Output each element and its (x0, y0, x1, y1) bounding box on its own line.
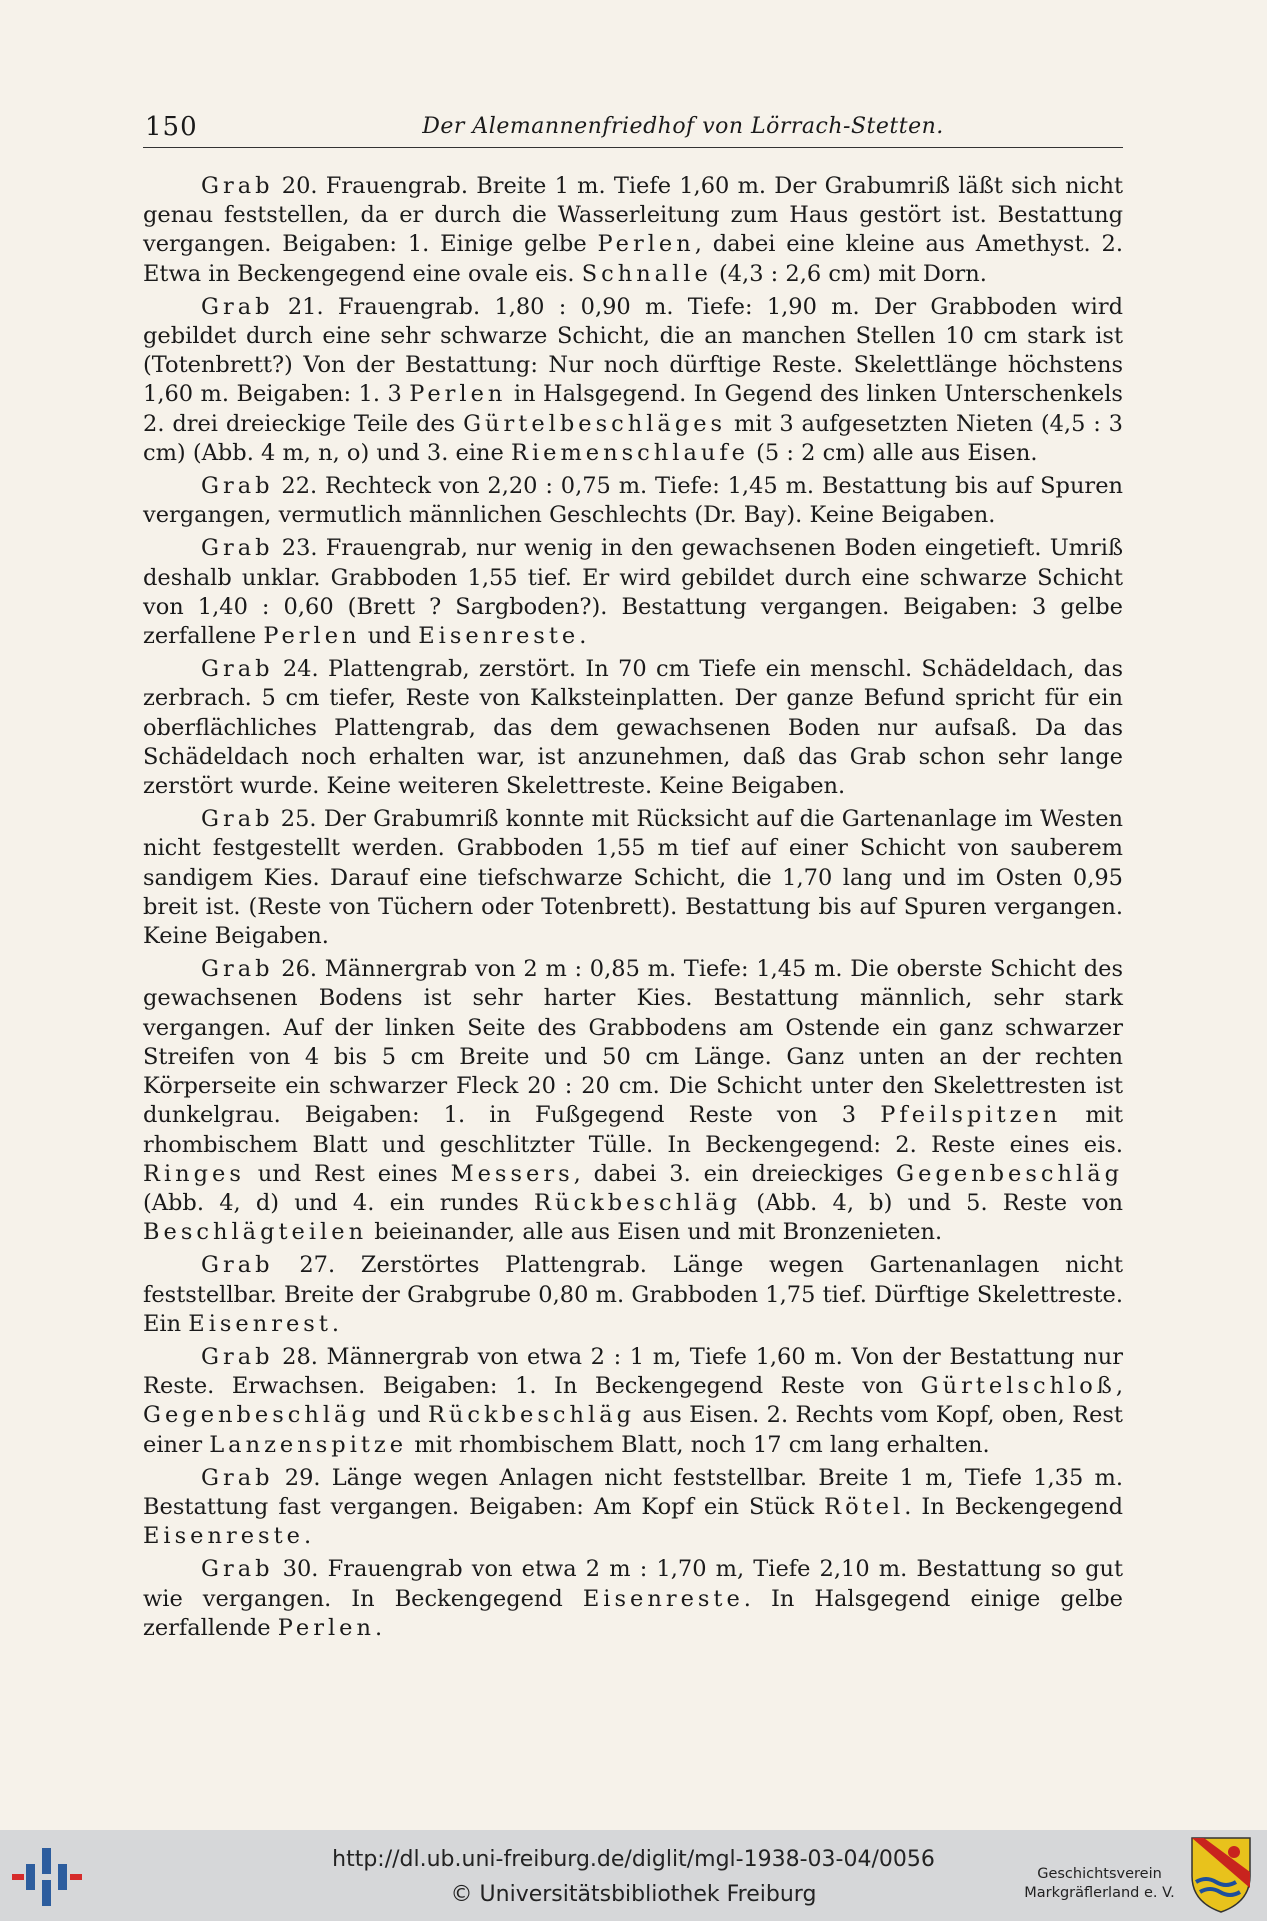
text-segment: mit 3 aufgesetzten Nieten (4,5 : 3 cm) (Abb. 4 m, n, o) und 3. eine (143, 410, 1123, 466)
grave-entry (143, 655, 1123, 801)
grave-label: Grab (201, 656, 274, 683)
text-segment: beieinander, alle aus Eisen und mit Bronzenieten. (367, 1219, 943, 1246)
text-segment: . (579, 623, 587, 650)
page-header (143, 108, 1123, 148)
grave-label: Grab (201, 1252, 274, 1279)
text-segment: . (303, 1523, 312, 1550)
text-segment: und (369, 1402, 428, 1429)
grave-label: Grab (201, 293, 274, 320)
spaced-term: Perlen (263, 623, 361, 650)
grave-label: Grab (201, 1464, 274, 1491)
text-segment: . (374, 1614, 383, 1641)
text-segment: , dabei 3. ein dreieckiges (573, 1160, 897, 1187)
text-segment: mit rhombischem Blatt und geschlitzter Tülle. In Beckengegend: 2. Reste eines eis. (143, 1102, 1123, 1158)
text-segment: 24. Plattengrab, zerstört. In 70 cm Tiefe ein menschl. Schädeldach, das zerbrach. 5 cm tiefer, Reste von Kalksteinplatten. Der ganze Befund spricht für ein oberflächliches Plattengrab, das dem gewachsenen Boden nur aufsaß. Da das Schädeldach noch erhalten war, ist anzunehmen, daß das Grab schon sehr lange zerstört wurde. Keine weiteren Skelettreste. Keine Beigaben. (143, 656, 1123, 800)
grave-label: Grab (201, 1343, 274, 1370)
grave-entry (143, 805, 1123, 951)
text-segment: , (1115, 1373, 1123, 1400)
text-segment: . In Halsgegend einige gelbe zerfallende (143, 1585, 1123, 1641)
spaced-term: Eisenrest (188, 1310, 332, 1337)
text-segment: , dabei eine kleine aus Amethyst. 2. Etwa in Beckengegend eine ovale eis. (143, 231, 1123, 287)
spaced-term: Perlen (409, 381, 507, 408)
text-segment: und Rest eines (244, 1160, 451, 1187)
grave-entry (143, 472, 1123, 530)
spaced-term: Rötel (824, 1493, 905, 1520)
spaced-term: Gürtelschloß (920, 1373, 1116, 1400)
grave-entry (143, 1555, 1123, 1643)
text-segment: 23. Frauengrab, nur wenig in den gewachsenen Boden eingetieft. Umriß deshalb unklar. Grabboden 1,55 tief. Er wird gebildet durch eine schwarze Schicht von 1,40 : 0,60 (Brett ? Sargboden?). Bestattung vergangen. Beigaben: 3 gelbe zerfallene (143, 535, 1123, 650)
grave-entry (143, 1251, 1123, 1339)
spaced-term: Gegenbeschläg (143, 1402, 370, 1429)
text-segment: 28. Männergrab von etwa 2 : 1 m, Tiefe 1,60 m. Von der Bestattung nur Reste. Erwachsen. Beigaben: 1. In Beckengegend Reste von (143, 1343, 1123, 1400)
page-number: 150 (145, 112, 198, 142)
coat-of-arms-icon (1190, 1836, 1252, 1914)
spaced-term: Gürtelbeschläges (463, 410, 727, 437)
spaced-term: Riemenschlaufe (511, 439, 749, 466)
copyright-notice: © Universitätsbibliothek Freiburg (450, 1882, 817, 1907)
text-segment: . (331, 1310, 340, 1337)
spaced-term: Rückbeschläg (427, 1402, 636, 1429)
text-segment: 26. Männergrab von 2 m : 0,85 m. Tiefe: 1,45 m. Die oberste Schicht des gewachsenen Bodens ist sehr harter Kies. Bestattung männlich, sehr stark vergangen. Auf der linken Seite des Grabbodens am Ostende ein ganz schwarzer Streifen von 4 bis 5 cm Breite und 50 cm Länge. Ganz unten an der rechten Körperseite ein schwarzer Fleck 20 : 20 cm. Die Schicht unter den Skelettresten ist dunkelgrau. Beigaben: 1. in Fußgegend Reste von 3 (143, 956, 1123, 1129)
spaced-term: Perlen (277, 1614, 375, 1641)
document-url[interactable]: http://dl.ub.uni-freiburg.de/diglit/mgl-1938-03-04/0056 (332, 1847, 935, 1872)
spaced-term: Rückbeschläg (534, 1189, 742, 1216)
text-segment: mit rhombischem Blatt, noch 17 cm lang erhalten. (407, 1431, 990, 1458)
spaced-term: Messers (450, 1160, 574, 1187)
spaced-term: Eisenreste (418, 623, 580, 650)
spaced-term: Eisenreste (143, 1523, 304, 1550)
text-segment: 27. Zerstörtes Plattengrab. Länge wegen Gartenanlagen nicht feststellbar. Breite der Grabgrube 0,80 m. Grabboden 1,75 tief. Dürftige Skelettreste. Ein (143, 1252, 1123, 1337)
body-text (143, 172, 1123, 1647)
grave-entry (143, 1343, 1123, 1460)
grave-entry (143, 1464, 1123, 1552)
text-segment: 29. Länge wegen Anlagen nicht feststellbar. Breite 1 m, Tiefe 1,35 m. Bestattung fast vergangen. Beigaben: Am Kopf ein Stück (143, 1464, 1123, 1520)
running-title: Der Alemannenfriedhof von Lörrach-Stetten. (422, 114, 944, 139)
society-name (1012, 1865, 1187, 1903)
grave-entry (143, 955, 1123, 1247)
spaced-term: Beschlägteilen (143, 1219, 368, 1246)
viewer-footer (0, 1830, 1267, 1921)
text-segment: (4,3 : 2,6 cm) mit Dorn. (711, 260, 987, 287)
text-segment: und (360, 623, 419, 650)
spaced-term: Ringes (143, 1160, 245, 1187)
text-segment: 20. Frauengrab. Breite 1 m. Tiefe 1,60 m. Der Grabumriß läßt sich nicht genau feststellen, da er durch die Wasserleitung zum Haus gestört ist. Bestattung vergangen. Beigaben: 1. Einige gelbe (143, 173, 1123, 258)
spaced-term: Pfeilspitzen (880, 1102, 1062, 1129)
text-segment: 22. Rechteck von 2,20 : 0,75 m. Tiefe: 1,45 m. Bestattung bis auf Spuren vergangen, vermutlich männlichen Geschlechts (Dr. Bay). Keine Beigaben. (143, 473, 1123, 529)
text-segment: (5 : 2 cm) alle aus Eisen. (749, 439, 1038, 466)
grave-entry (143, 172, 1123, 289)
grave-label: Grab (201, 535, 274, 562)
grave-label: Grab (201, 806, 274, 833)
text-segment: 30. Frauengrab von etwa 2 m : 1,70 m, Tiefe 2,10 m. Bestattung so gut wie vergangen. In Beckengegend (143, 1556, 1123, 1612)
grave-entry (143, 293, 1123, 468)
society-name-line1: Geschichtsverein (1037, 1866, 1162, 1882)
grave-label: Grab (201, 1556, 274, 1583)
spaced-term: Gegenbeschläg (896, 1160, 1124, 1187)
grave-label: Grab (201, 173, 274, 199)
grave-entry (143, 534, 1123, 651)
text-segment: (Abb. 4, b) und 5. Reste von (741, 1189, 1123, 1216)
text-segment: 25. Der Grabumriß konnte mit Rücksicht auf die Gartenanlage im Westen nicht festgestellt werden. Grabboden 1,55 m tief auf einer Schicht von sauberem sandigem Kies. Darauf eine tiefschwarze Schicht, die 1,70 lang und im Osten 0,95 breit ist. (Reste von Tüchern oder Totenbrett). Bestattung bis auf Spuren vergangen. Keine Beigaben. (143, 806, 1123, 950)
spaced-term: Eisenreste (582, 1585, 744, 1612)
grave-label: Grab (201, 473, 274, 500)
spaced-term: Schnalle (581, 260, 712, 287)
grave-label: Grab (201, 956, 274, 983)
text-segment: . In Beckengegend (904, 1493, 1123, 1520)
spaced-term: Perlen (597, 231, 695, 258)
text-segment: aus Eisen. 2. Rechts vom Kopf, oben, Rest einer (143, 1402, 1123, 1458)
spaced-term: Lanzenspitze (209, 1431, 408, 1458)
text-segment: 21. Frauengrab. 1,80 : 0,90 m. Tiefe: 1,90 m. Der Grabboden wird gebildet durch eine sehr schwarze Schicht, die an manchen Stellen 10 cm stark ist (Totenbrett?) Von der Bestattung: Nur noch dürftige Reste. Skelettlänge höchstens 1,60 m. Beigaben: 1. 3 (143, 293, 1123, 408)
society-name-line2: Markgräflerland e. V. (1024, 1885, 1175, 1901)
text-segment: (Abb. 4, d) und 4. ein rundes (143, 1189, 535, 1216)
text-segment: in Halsgegend. In Gegend des linken Unterschenkels 2. drei dreieckige Teile des (143, 381, 1123, 437)
